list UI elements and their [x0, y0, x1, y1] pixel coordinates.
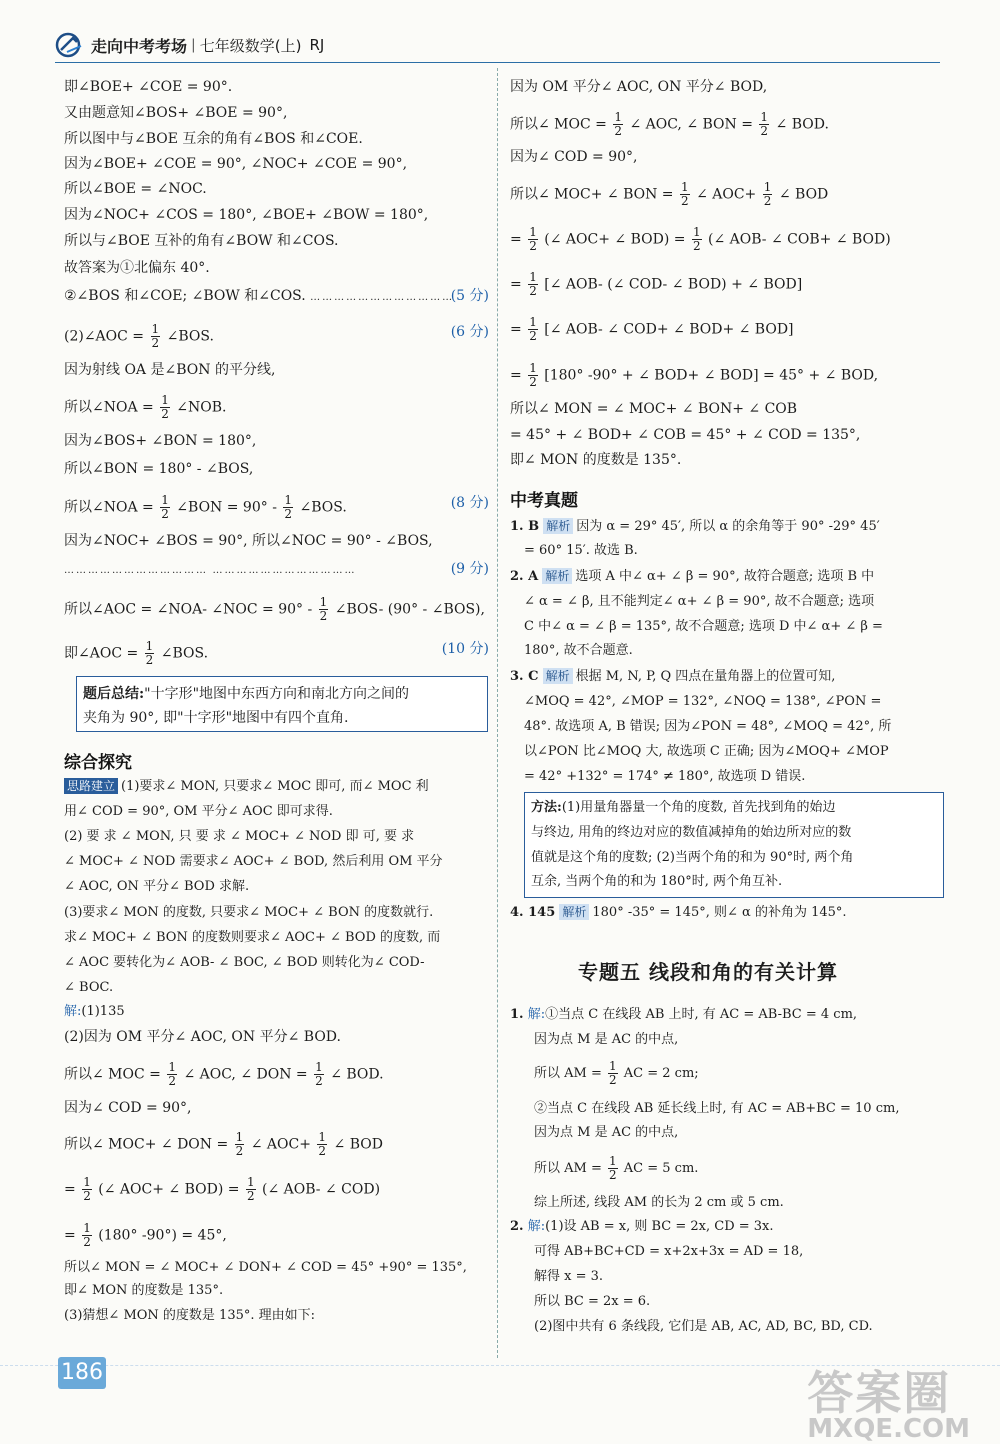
text-line: 夹角为 90°, 即"十字形"地图中有四个直角.: [83, 710, 349, 726]
fraction-denominator: 2: [168, 1074, 176, 1088]
text-line: [510, 1218, 774, 1236]
text-line: = 42° +132° = 174° ≠ 180°, 故选项 D 错误.: [524, 769, 806, 784]
fraction-denominator: 2: [145, 653, 154, 667]
text-line: 用∠ COD = 90°, OM 平分∠ AOC 即可求得.: [64, 804, 333, 819]
text-line: (2) 要 求 ∠ MON, 只 要 求 ∠ MOC+ ∠ NOD 即 可, 要 求: [64, 829, 415, 844]
fraction-denominator: 2: [318, 1144, 327, 1158]
fraction-numerator: 1: [763, 180, 772, 194]
analysis-tag: 解析: [543, 518, 573, 534]
formula-part: ∠BOS.: [160, 645, 209, 662]
text-line: ∠ α = ∠ β, 且不能判定∠ α+ ∠ β = 90°, 故不合题意; 选项: [524, 594, 875, 609]
text-line: 可得 AB+BC+CD = x+2x+3x = AD = 18,: [534, 1244, 804, 1259]
solution-text: (1)135: [81, 1004, 125, 1019]
watermark-logo: 答案圈: [807, 1366, 952, 1420]
formula-part: [∠ AOB- ∠ COD+ ∠ BOD+ ∠ BOD]: [544, 321, 794, 338]
formula-part: ∠ AOC, ∠ BON =: [629, 116, 753, 133]
fraction-numerator: 1: [318, 1130, 327, 1144]
text-line: 因为∠BOS+ ∠BON = 180°,: [64, 433, 257, 449]
question-number: 2.: [510, 1219, 524, 1234]
fraction: [608, 1155, 618, 1182]
watermark-url: MXQE.COM: [807, 1414, 970, 1444]
fraction: [763, 181, 773, 208]
solution-text: (1)设 AB = x, 则 BC = 2x, CD = 3x.: [545, 1219, 774, 1234]
score-mark: (5 分): [450, 288, 489, 304]
text-line: [510, 518, 880, 536]
fraction-numerator: 1: [614, 110, 622, 124]
formula-part: ∠ BOD: [333, 1136, 383, 1153]
question-number: 3. C: [510, 669, 539, 684]
text-line: 即∠BOE+ ∠COE = 90°.: [64, 79, 233, 95]
fraction: [528, 226, 538, 253]
formula-line: [510, 271, 802, 298]
text-line: ∠ BOC.: [64, 980, 114, 995]
idea-text: (1)要求∠ MON, 只要求∠ MOC 即可, 而∠ MOC 利: [121, 779, 429, 794]
score-mark: (8 分): [450, 495, 489, 511]
text-line: [83, 685, 409, 703]
formula-part: 即∠AOC =: [64, 645, 139, 662]
text-line: [510, 568, 874, 586]
text-line: 所以图中与∠BOE 互余的角有∠BOS 和∠COE.: [64, 131, 363, 147]
score-mark: (10 分): [441, 641, 489, 657]
fraction-denominator: 2: [151, 336, 160, 350]
formula-part: ∠ AOC, ∠ DON =: [183, 1066, 308, 1083]
formula-part: (∠ AOB- ∠ COD): [262, 1181, 381, 1198]
fraction-numerator: 1: [319, 595, 328, 609]
fraction: [314, 1061, 324, 1088]
fraction-denominator: 2: [609, 1073, 617, 1087]
summary-label: 题后总结:: [83, 686, 145, 702]
formula-part: ∠ AOC+: [250, 1136, 311, 1153]
text-line: 综上所述, 线段 AM 的长为 2 cm 或 5 cm.: [534, 1195, 784, 1210]
fraction: [82, 1176, 92, 1203]
formula-part: (180° -90°) = 45°,: [98, 1227, 227, 1244]
fraction-denominator: 2: [692, 239, 701, 253]
formula-part: 所以∠AOC = ∠NOA- ∠NOC = 90° -: [64, 601, 313, 618]
text-line: 因为∠BOE+ ∠COE = 90°, ∠NOC+ ∠COE = 90°,: [64, 156, 408, 172]
formula-part: =: [510, 276, 522, 293]
fraction-numerator: 1: [284, 493, 293, 507]
fraction: [151, 323, 161, 350]
text-line: 解得 x = 3.: [534, 1269, 604, 1284]
chapter-title: 专题五 线段和角的有关计算: [578, 960, 838, 984]
fraction-denominator: 2: [284, 507, 293, 521]
text-line: = 45° + ∠ BOD+ ∠ COB = 45° + ∠ COD = 135°,: [510, 427, 861, 443]
fraction: [317, 1131, 327, 1158]
fraction-denominator: 2: [83, 1189, 91, 1203]
text-line: 值就是这个角的度数; (2)当两个角的和为 90°时, 两个角: [531, 850, 854, 865]
text-line: 与终边, 用角的终边对应的数值减掉角的始边所对应的数: [531, 825, 852, 840]
book-title: 走向中考考场: [91, 36, 188, 56]
formula-part: AC = 2 cm;: [623, 1066, 699, 1081]
text-line: 因为∠NOC+ ∠BOS = 90°, 所以∠NOC = 90° - ∠BOS,: [64, 533, 433, 549]
text-line: 以∠PON 比∠MOQ 大, 故选项 C 正确; 因为∠MOQ+ ∠MOP: [524, 744, 889, 759]
text-line: [531, 799, 836, 817]
fraction-denominator: 2: [609, 1168, 617, 1182]
fraction-denominator: 2: [763, 194, 772, 208]
leader-dots: ………………………………: [64, 565, 208, 576]
fraction-denominator: 2: [760, 124, 769, 138]
text-line: 即∠ MON 的度数是 135°.: [64, 1283, 224, 1298]
page-header: [55, 32, 324, 58]
leader-dots: ………………………………: [310, 292, 455, 303]
text-line: [64, 778, 429, 796]
formula-part: (∠ AOC+ ∠ BOD) =: [544, 231, 686, 248]
solution-label: 解:: [64, 1004, 82, 1019]
text-line: [64, 1003, 125, 1021]
text-line: [64, 287, 489, 307]
formula-line: [534, 1060, 699, 1087]
fraction-denominator: 2: [161, 407, 169, 421]
brand-logo-icon: [55, 32, 85, 58]
formula-line: [510, 181, 828, 208]
fraction-denominator: 2: [529, 284, 537, 298]
edition-label: RJ: [309, 36, 325, 54]
fraction: [235, 1131, 245, 1158]
fraction: [246, 1176, 256, 1203]
fraction-denominator: 2: [246, 1189, 255, 1203]
formula-line: [64, 394, 227, 421]
text-line: 互余, 当两个角的和为 180°时, 两个角互补.: [531, 874, 783, 889]
formula-part: ∠BOS.: [299, 499, 347, 516]
fraction-numerator: 1: [529, 225, 537, 239]
text-line: 所以 BC = 2x = 6.: [534, 1294, 651, 1309]
text-line: 故答案为①北偏东 40°.: [64, 260, 210, 276]
formula-part: =: [64, 1227, 76, 1244]
answer-text: ②∠BOS 和∠COE; ∠BOW 和∠COS.: [64, 288, 306, 304]
text-line: [510, 1006, 857, 1024]
fraction: [680, 181, 690, 208]
fraction-denominator: 2: [680, 194, 689, 208]
text-line: 即∠ MON 的度数是 135°.: [510, 452, 682, 468]
fraction-denominator: 2: [529, 375, 537, 389]
formula-part: =: [510, 321, 522, 338]
formula-part: ∠BOS- (90° - ∠BOS),: [334, 601, 485, 618]
formula-part: (2)∠AOC =: [64, 328, 145, 345]
solution-label: 解:: [527, 1007, 546, 1022]
summary-text: "十字形"地图中东西方向和南北方向之间的: [144, 686, 410, 702]
fraction-denominator: 2: [235, 1144, 244, 1158]
formula-part: (∠ AOC+ ∠ BOD) =: [98, 1181, 240, 1198]
page-number: 186: [58, 1357, 106, 1389]
text-line: 因为点 M 是 AC 的中点,: [534, 1125, 679, 1140]
column-divider: [497, 68, 498, 1358]
formula-part: ∠ BOD: [778, 186, 829, 203]
fraction: [82, 1222, 92, 1249]
formula-part: 所以∠NOA =: [64, 499, 154, 516]
text-line: 因为∠ COD = 90°,: [510, 149, 638, 165]
fraction: [319, 596, 329, 623]
text-line: [510, 668, 835, 686]
question-number: 1.: [510, 1007, 524, 1022]
fraction: [608, 1060, 618, 1087]
fraction-numerator: 1: [760, 110, 769, 124]
summary-box: [76, 676, 488, 732]
fraction-numerator: 1: [161, 493, 169, 507]
text-line: 求∠ MOC+ ∠ BON 的度数则要求∠ AOC+ ∠ BOD 的度数, 而: [64, 930, 441, 945]
formula-line: [510, 316, 794, 343]
fraction-numerator: 1: [529, 270, 537, 284]
formula-part: 所以 AM =: [534, 1161, 602, 1176]
fraction: [167, 1061, 177, 1088]
formula-line: [64, 1176, 380, 1203]
question-number: 1. B: [510, 519, 540, 534]
score-mark: (9 分): [450, 561, 489, 577]
fraction-denominator: 2: [614, 124, 622, 138]
fraction-denominator: 2: [315, 1074, 323, 1088]
formula-part: [∠ AOB- (∠ COD- ∠ BOD) + ∠ BOD]: [544, 276, 803, 293]
fraction: [528, 362, 538, 389]
solution-label: 解:: [527, 1219, 546, 1234]
text-line: 因为点 M 是 AC 的中点,: [534, 1032, 679, 1047]
fraction-numerator: 1: [145, 639, 154, 653]
formula-part: 所以 AM =: [534, 1066, 602, 1081]
text-line: ∠ AOC, ON 平分∠ BOD 求解.: [64, 879, 250, 894]
text-line: (3)要求∠ MON 的度数, 只要求∠ MOC+ ∠ BON 的度数就行.: [64, 905, 434, 920]
text-line: ∠ MOC+ ∠ NOD 需要求∠ AOC+ ∠ BOD, 然后利用 OM 平分: [64, 854, 443, 869]
section-title: 综合探究: [64, 753, 132, 773]
text-line: 所以∠ MON = ∠ MOC+ ∠ DON+ ∠ COD = 45° +90° = 135°,: [64, 1260, 467, 1275]
text-line: 所以∠ MON = ∠ MOC+ ∠ BON+ ∠ COB: [510, 401, 798, 417]
formula-part: 所以∠ MOC =: [510, 116, 607, 133]
fraction-denominator: 2: [319, 609, 328, 623]
text-line: 180°, 故不合题意.: [524, 643, 633, 658]
method-text: (1)用量角器量一个角的度数, 首先找到角的始边: [561, 800, 836, 815]
fraction-denominator: 2: [161, 507, 169, 521]
question-number: 2. A: [510, 569, 539, 584]
text-line: 所以与∠BOE 互补的角有∠BOW 和∠COS.: [64, 233, 339, 249]
analysis-text: 180° -35° = 145°, 则∠ α 的补角为 145°.: [592, 905, 847, 920]
fraction: [160, 394, 170, 421]
leader-dots: ………………………………: [212, 565, 357, 576]
header-separator: |: [191, 37, 196, 53]
formula-line: [510, 226, 891, 253]
text-line: 因为射线 OA 是∠BON 的平分线,: [64, 362, 276, 378]
fraction-numerator: 1: [168, 1060, 176, 1074]
text-line: 所以∠BON = 180° - ∠BOS,: [64, 461, 254, 477]
fraction-numerator: 1: [692, 225, 701, 239]
fraction-numerator: 1: [151, 322, 160, 336]
text-line: (2)因为 OM 平分∠ AOC, ON 平分∠ BOD.: [64, 1029, 341, 1045]
formula-part: [180° -90° + ∠ BOD+ ∠ BOD] = 45° + ∠ BOD,: [544, 367, 879, 384]
formula-part: 所以∠ MOC+ ∠ DON =: [64, 1136, 229, 1153]
formula-part: ∠ AOC+: [696, 186, 757, 203]
fraction-numerator: 1: [529, 315, 537, 329]
formula-line: [64, 1222, 227, 1249]
text-line: 因为∠ COD = 90°,: [64, 1100, 192, 1116]
score-mark: (6 分): [450, 324, 489, 340]
text-line: C 中∠ α = ∠ β = 135°, 故不合题意; 选项 D 中∠ α+ ∠ β =: [524, 619, 883, 634]
text-line: (3)猜想∠ MON 的度数是 135°. 理由如下:: [64, 1308, 316, 1323]
analysis-text: 因为 α = 29° 45′, 所以 α 的余角等于 90° -29° 45′: [576, 519, 880, 534]
fraction-numerator: 1: [246, 1175, 255, 1189]
fraction-numerator: 1: [529, 361, 537, 375]
text-line: [510, 904, 847, 922]
text-line: 所以∠BOE = ∠NOC.: [64, 181, 207, 197]
fraction: [528, 271, 538, 298]
fraction: [145, 640, 155, 667]
fraction-numerator: 1: [83, 1221, 91, 1235]
text-line: 又由题意知∠BOS+ ∠BOE = 90°,: [64, 105, 288, 121]
book-subtitle: 七年级数学(上): [199, 36, 302, 55]
analysis-tag: 解析: [559, 904, 589, 920]
formula-part: ∠BOS.: [166, 328, 214, 345]
formula-line: [534, 1155, 698, 1182]
fraction: [283, 494, 293, 521]
analysis-tag: 解析: [542, 568, 572, 584]
fraction-numerator: 1: [680, 180, 689, 194]
text-line: 48°. 故选项 A, B 错误; 因为∠PON = 48°, ∠MOQ = 42°, 所: [524, 719, 892, 734]
formula-part: =: [64, 1181, 76, 1198]
formula-part: 所以∠ MOC+ ∠ BON =: [510, 186, 674, 203]
formula-part: ∠ BOD.: [330, 1066, 384, 1083]
formula-line: [510, 362, 878, 389]
analysis-tag: 解析: [543, 668, 573, 684]
formula-part: 所以∠NOA =: [64, 399, 154, 416]
formula-line: [64, 494, 489, 521]
formula-part: =: [510, 231, 522, 248]
method-box: [524, 792, 944, 898]
fraction: [692, 226, 702, 253]
fraction: [160, 494, 170, 521]
formula-line: [64, 640, 489, 667]
text-line: 因为 OM 平分∠ AOC, ON 平分∠ BOD,: [510, 79, 768, 95]
fraction-numerator: 1: [609, 1059, 617, 1073]
text-line: 因为∠NOC+ ∠COS = 180°, ∠BOE+ ∠BOW = 180°,: [64, 207, 429, 223]
text-line: ∠ AOC 要转化为∠ AOB- ∠ BOC, ∠ BOD 则转化为∠ COD-: [64, 955, 425, 970]
watermark: [807, 1366, 970, 1444]
solution-text: ①当点 C 在线段 AB 上时, 有 AC = AB-BC = 4 cm,: [545, 1007, 858, 1022]
formula-part: =: [510, 367, 522, 384]
formula-part: (∠ AOB- ∠ COB+ ∠ BOD): [708, 231, 891, 248]
formula-part: AC = 5 cm.: [623, 1161, 699, 1176]
fraction: [528, 316, 538, 343]
formula-part: 所以∠ MOC =: [64, 1066, 161, 1083]
formula-part: ∠NOB.: [176, 399, 227, 416]
formula-part: ∠BON = 90° -: [176, 499, 277, 516]
fraction: [613, 111, 623, 138]
formula-line: [64, 596, 485, 623]
formula-line: [64, 1061, 384, 1088]
header-rule: [55, 62, 940, 63]
fraction-numerator: 1: [235, 1130, 244, 1144]
text-line: [64, 560, 489, 580]
question-number: 4. 145: [510, 905, 556, 920]
method-label: 方法:: [531, 800, 562, 815]
section-title: 中考真题: [510, 491, 578, 511]
text-line: (2)图中共有 6 条线段, 它们是 AB, AC, AD, BC, BD, CD.: [534, 1319, 873, 1334]
formula-part: ∠ BOD.: [775, 116, 829, 133]
text-line: = 60° 15′. 故选 B.: [524, 543, 638, 558]
fraction-numerator: 1: [161, 393, 169, 407]
formula-line: [510, 111, 829, 138]
fraction: [759, 111, 769, 138]
fraction-denominator: 2: [529, 239, 537, 253]
fraction-denominator: 2: [529, 329, 537, 343]
formula-line: [64, 323, 489, 350]
fraction-denominator: 2: [83, 1235, 91, 1249]
text-line: ②当点 C 在线段 AB 延长线上时, 有 AC = AB+BC = 10 cm,: [534, 1101, 900, 1116]
formula-line: [64, 1131, 383, 1158]
idea-tag: 思路建立: [64, 778, 118, 794]
analysis-text: 选项 A 中∠ α+ ∠ β = 90°, 故符合题意; 选项 B 中: [575, 569, 875, 584]
analysis-text: 根据 M, N, P, Q 四点在量角器上的位置可知,: [575, 669, 836, 684]
text-line: ∠MOQ = 42°, ∠MOP = 132°, ∠NOQ = 138°, ∠PON =: [524, 694, 882, 709]
fraction-numerator: 1: [609, 1154, 617, 1168]
fraction-numerator: 1: [83, 1175, 91, 1189]
fraction-numerator: 1: [315, 1060, 323, 1074]
